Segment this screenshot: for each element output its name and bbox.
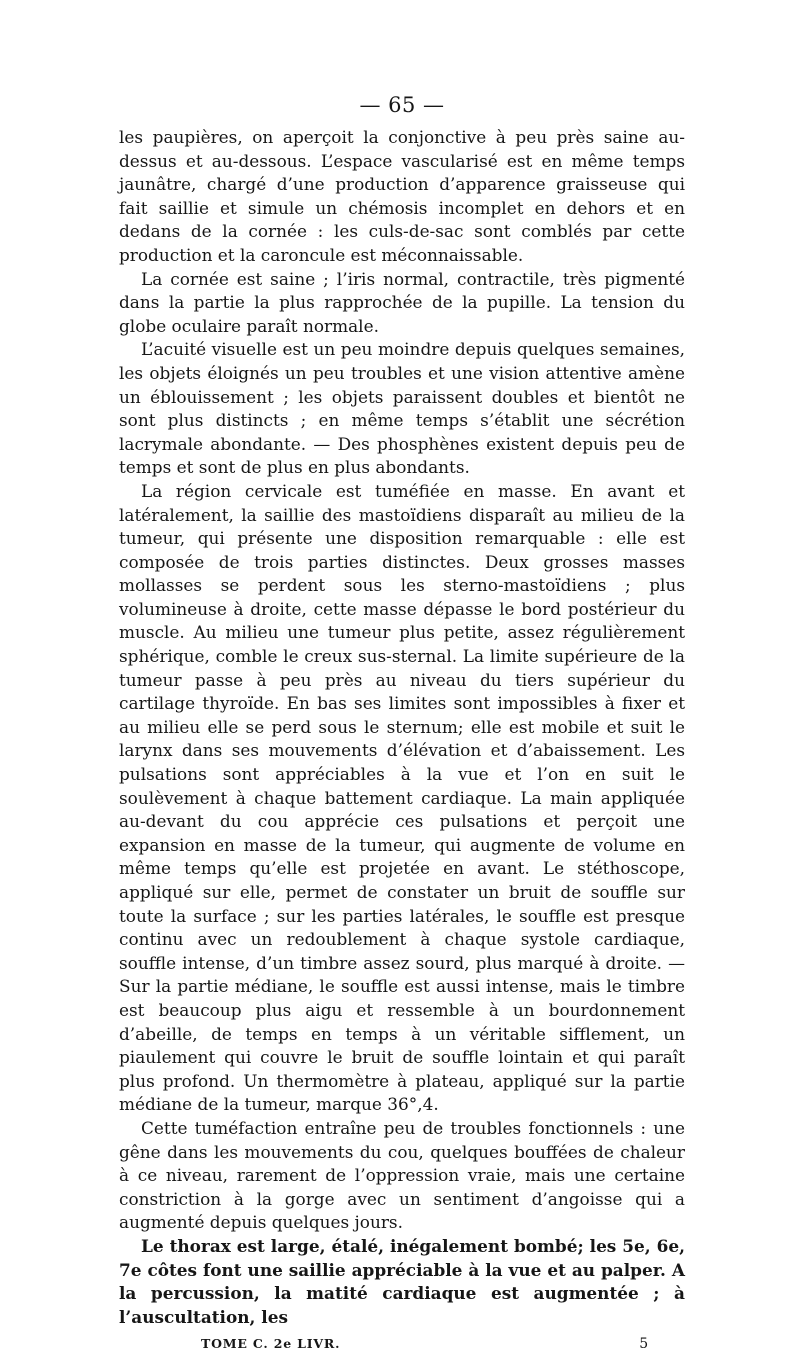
paragraph-eyelids: les paupières, on aperçoit la conjonctive à peu près saine au-dessus et au-dessous. L’espace vascularisé est en même temps jaunâtre, chargé d’une production d’apparence graisseuse qui fait saillie et simule un chémosis incomplet en dehors et en dedans de la cornée : les culs-de-sac sont comblés par cette production et la caroncule est méconnaissable. (119, 127, 685, 265)
paragraph-functional-troubles: Cette tuméfaction entraîne peu de troubles fonctionnels : une gêne dans les mouvements du cou, quelques bouffées de chaleur à ce niveau, rarement de l’oppression vraie, mais une certaine constriction à la gorge avec un sentiment d’angoisse qui a augmenté depuis quelques jours. (119, 1117, 685, 1233)
signature-mark: TOME C. 2e LIVR. (201, 1336, 341, 1352)
paragraph-cornea: La cornée est saine ; l’iris normal, contractile, très pigmenté dans la partie la plus rapprochée de la pupille. La tension du globe oculaire paraît normale. (119, 268, 685, 336)
page-footer (119, 1333, 685, 1355)
body-text (119, 126, 685, 1329)
paragraph-cervical-region: La région cervicale est tuméfiée en masse. En avant et latéralement, la saillie des mastoïdiens disparaît au milieu de la tumeur, qui présente une disposition remarquable : elle est composée de trois parties distinctes. Deux grosses masses mollasses se perdent sous les sterno-mastoïdiens ; plus volumineuse à droite, cette masse dépasse le bord postérieur du muscle. Au milieu une tumeur plus petite, assez régulièrement sphérique, comble le creux sus-sternal. La limite supérieure de la tumeur passe à peu près au niveau du tiers supérieur du cartilage thyroïde. En bas ses limites sont impossibles à fixer et au milieu elle se perd sous le sternum; elle est mobile et suit le larynx dans ses mouvements d’élévation et d’abaissement. Les pulsations sont appréciables à la vue et l’on en suit le soulèvement à chaque battement cardiaque. La main appliquée au-devant du cou apprécie ces pulsations et perçoit une expansion en masse de la tumeur, qui augmente de volume en même temps qu’elle est projetée en avant. Le stéthoscope, appliqué sur elle, permet de constater un bruit de souffle sur toute la surface ; sur les parties latérales, le souffle est presque continu avec un redoublement à chaque systole cardiaque, souffle intense, d’un timbre assez sourd, plus marqué à droite. — Sur la partie médiane, le souffle est aussi intense, mais le timbre est beaucoup plus aigu et ressemble à un bourdonnement d’abeille, de temps en temps à un véritable sifflement, un piaulement qui couvre le bruit de souffle lointain et qui paraît plus profond. Un thermomètre à plateau, appliqué sur la partie médiane de la tumeur, marque 36°,4. (119, 480, 685, 1115)
page-number: — 65 — (359, 93, 445, 117)
book-page (119, 92, 685, 1353)
signature-number: 5 (639, 1336, 649, 1353)
paragraph-thorax: Le thorax est large, étalé, inégalement bombé; les 5e, 6e, 7e côtes font une saillie appréciable à la vue et au palper. A la percussion, la matité cardiaque est augmentée ; à l’auscultation, les (119, 1235, 685, 1327)
paragraph-visual-acuity: L’acuité visuelle est un peu moindre depuis quelques semaines, les objets éloignés un peu troubles et une vision attentive amène un éblouissement ; les objets paraissent doubles et bientôt ne sont plus distincts ; en même temps s’établit une sécrétion lacrymale abondante. — Des phosphènes existent depuis peu de temps et sont de plus en plus abondants. (119, 339, 685, 478)
